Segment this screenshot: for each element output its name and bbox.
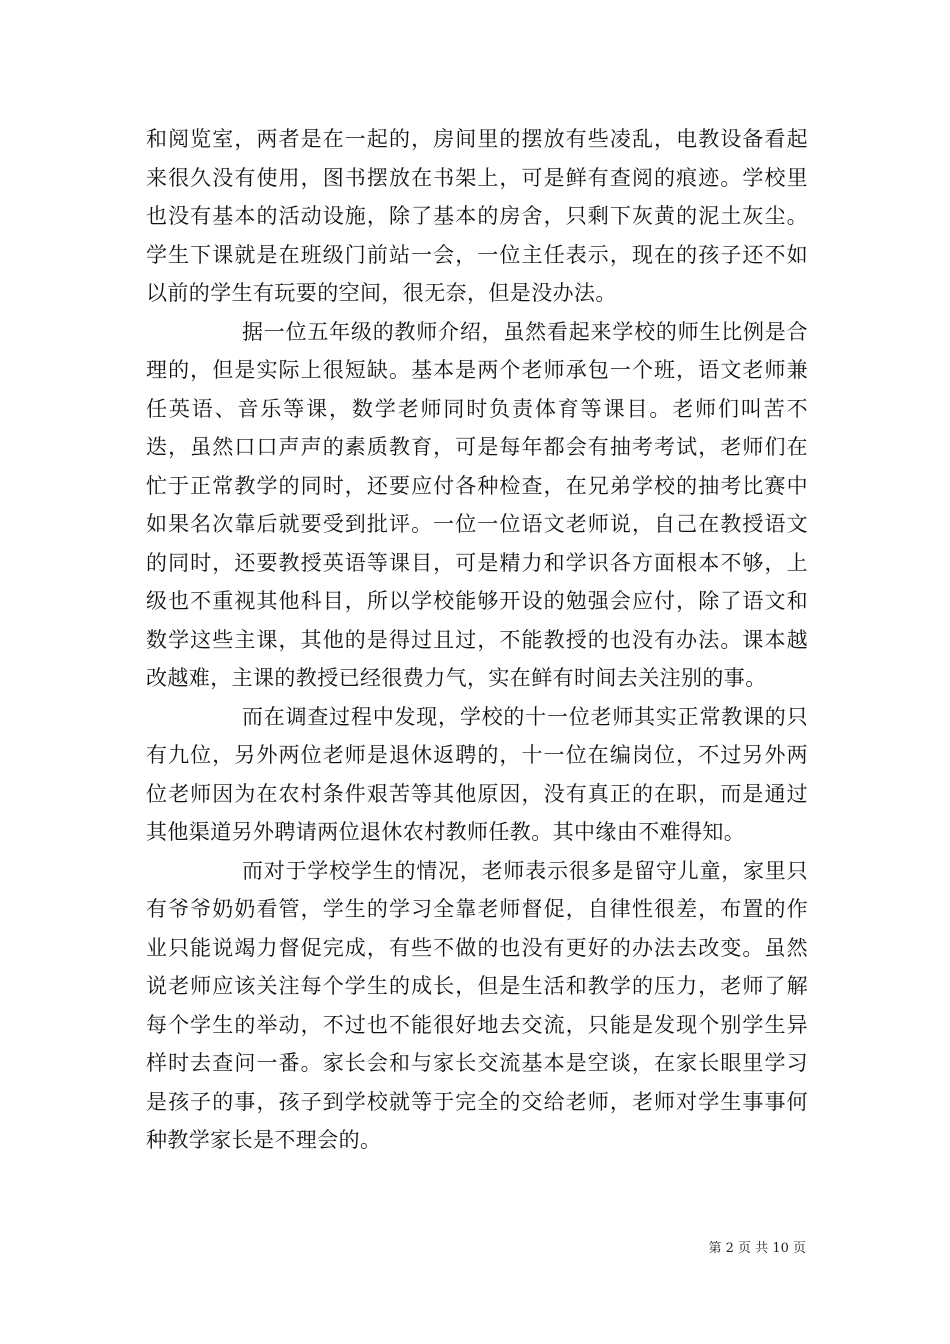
page-number-footer: 第 2 页 共 10 页: [708, 1241, 806, 1256]
paragraph-1: 和阅览室，两者是在一起的，房间里的摆放有些凌乱，电教设备看起来很久没有使用，图书摆放在书架上，可是鲜有查阅的痕迹。学校里也没有基本的活动设施，除了基本的房舍，只剩下灰黄的泥土灰尘。学生下课就是在班级门前站一会，一位主任表示，现在的孩子还不如以前的学生有玩要的空间，很无奈，但是没办法。: [146, 127, 808, 305]
paragraph-4: 而对于学校学生的情况，老师表示很多是留守儿童，家里只有爷爷奶奶看管，学生的学习全靠老师督促，自律性很差，布置的作业只能说竭力督促完成，有些不做的也没有更好的办法去改变。虽然说老师应该关注每个学生的成长，但是生活和教学的压力，老师了解每个学生的举动，不过也不能很好地去交流，只能是发现个别学生异样时去查问一番。家长会和与家长交流基本是空谈，在家长眼里学习是孩子的事，孩子到学校就等于完全的交给老师，老师对学生事事何种教学家长是不理会的。: [146, 858, 808, 1152]
paragraph-2: 据一位五年级的教师介绍，虽然看起来学校的师生比例是合理的，但是实际上很短缺。基本是两个老师承包一个班，语文老师兼任英语、音乐等课，数学老师同时负责体育等课目。老师们叫苦不迭，虽然口口声声的素质教育，可是每年都会有抽考考试，老师们在忙于正常教学的同时，还要应付各种检查，在兄弟学校的抽考比赛中如果名次靠后就要受到批评。一位一位语文老师说，自己在教授语文的同时，还要教授英语等课目，可是精力和学识各方面根本不够，上级也不重视其他科目，所以学校能够开设的勉强会应付，除了语文和数学这些主课，其他的是得过且过，不能教授的也没有办法。课本越改越难，主课的教授已经很费力气，实在鲜有时间去关注别的事。: [146, 319, 808, 690]
paragraph-3: 而在调查过程中发现，学校的十一位老师其实正常教课的只有九位，另外两位老师是退休返聘的，十一位在编岗位，不过另外两位老师因为在农村条件艰苦等其他原因，没有真正的在职，而是通过其他渠道另外聘请两位退休农村教师任教。其中缘由不难得知。: [146, 704, 808, 844]
document-body: [146, 120, 808, 1160]
